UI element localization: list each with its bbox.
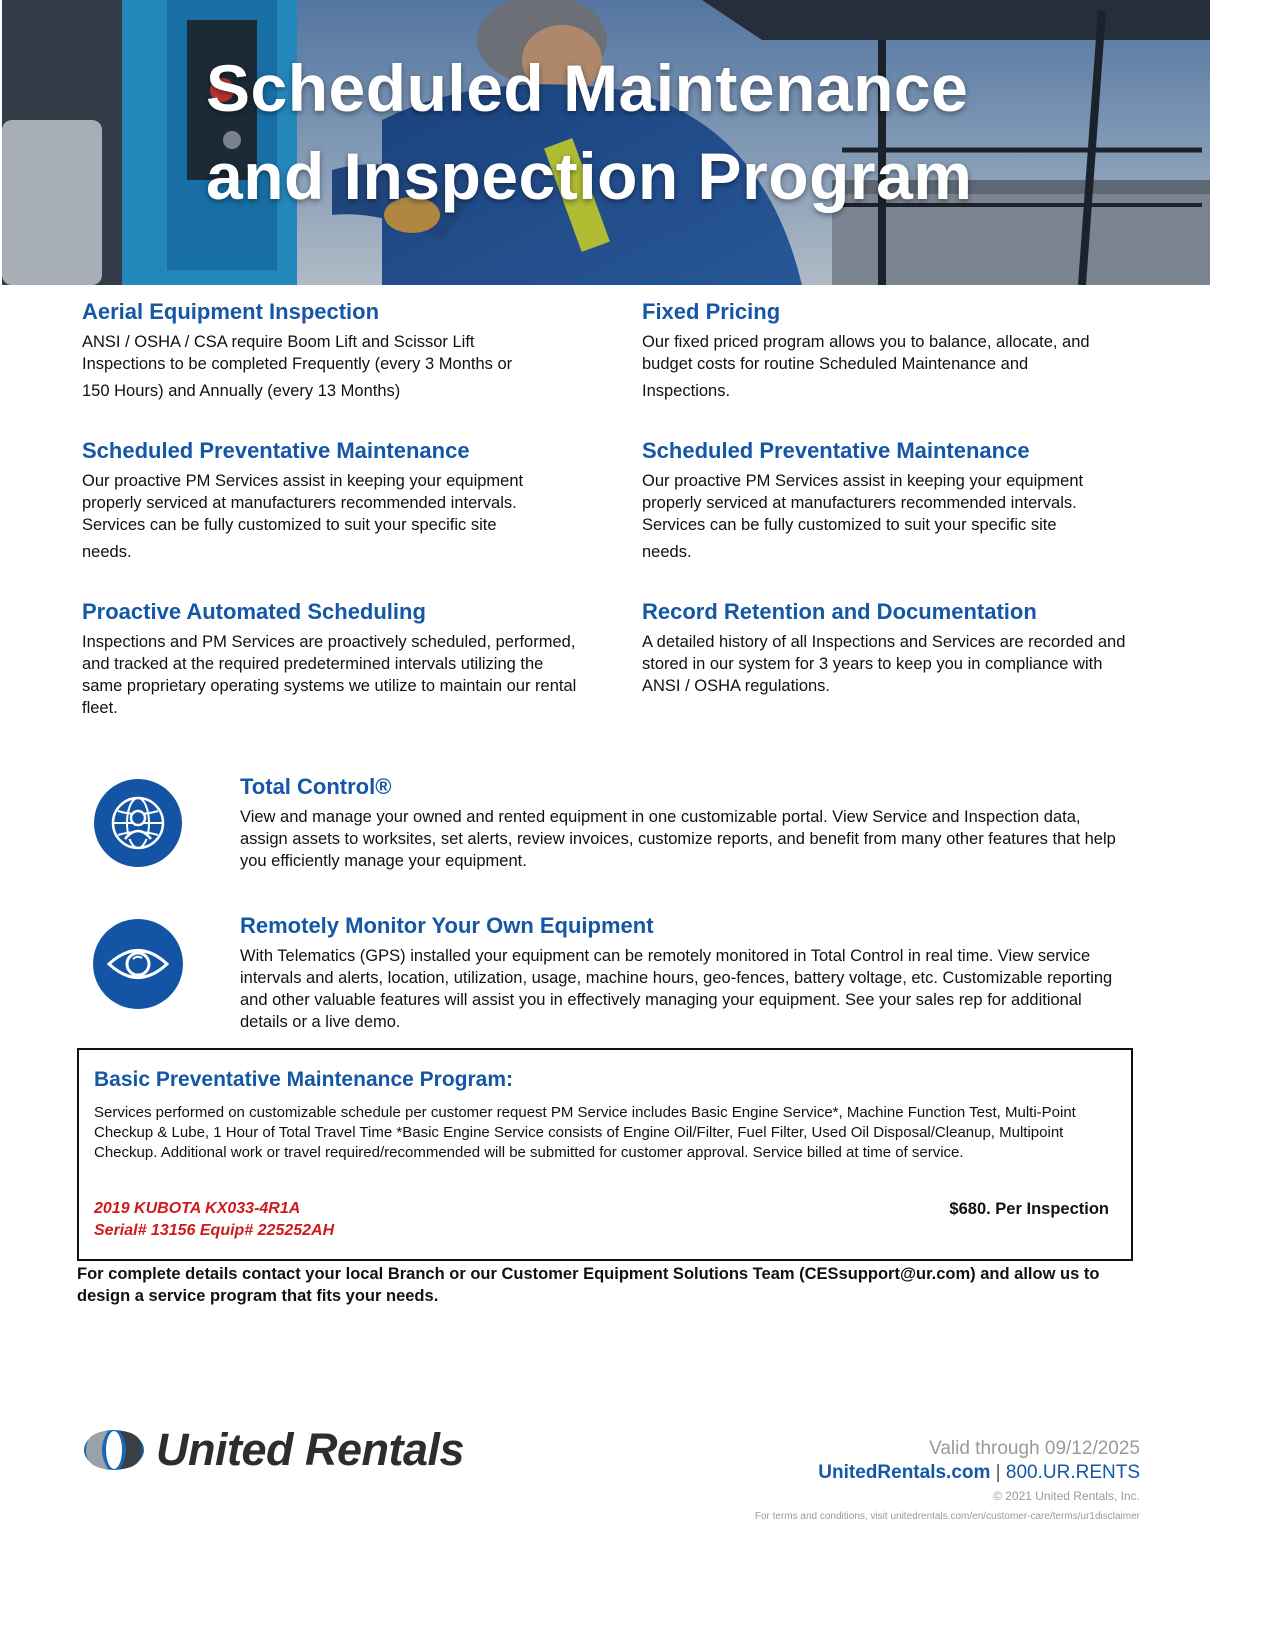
section-heading: Record Retention and Documentation (642, 599, 1037, 624)
section-body: Our fixed priced program allows you to balance, allocate, and budget costs for routine Scheduled Maintenance and Inspections. (642, 333, 1090, 400)
feature-body: With Telematics (GPS) installed your equipment can be remotely monitored in Total Control in real time. View service intervals and alerts, location, utilization, usage, machine hours, geo-fences, battery voltage, etc. Customizable reporting and other valuable features will assist you in effectively managing your equipment. See your sales rep for additional details or a live demo. (240, 947, 1113, 1031)
contact-line (818, 1462, 1140, 1484)
section-heading: Proactive Automated Scheduling (82, 599, 426, 624)
separator: | (995, 1462, 1001, 1483)
section-body: Our proactive PM Services assist in keeping your equipment properly serviced at manufacturers recommended intervals. Services can be fully customized to suit your specific site needs. (642, 472, 1084, 561)
valid-through: Valid through 09/12/2025 (929, 1438, 1140, 1459)
hero-banner (2, 0, 1210, 285)
copyright: © 2021 United Rentals, Inc. (993, 1489, 1140, 1503)
logo-wordmark: United Rentals (156, 1424, 465, 1475)
phone-number[interactable]: 800.UR.RENTS (1005, 1462, 1140, 1483)
feature-heading: Remotely Monitor Your Own Equipment (240, 913, 654, 938)
section-heading: Aerial Equipment Inspection (82, 299, 380, 324)
section-heading: Scheduled Preventative Maintenance (642, 438, 1030, 463)
section-body: A detailed history of all Inspections and Services are recorded and stored in our system for 3 years to keep you in compliance with ANSI / OSHA regulations. (642, 633, 1126, 695)
page-title (206, 44, 972, 220)
price-per-inspection: $680. Per Inspection (949, 1200, 1109, 1218)
program-heading: Basic Preventative Maintenance Program: (94, 1068, 513, 1091)
section-body: Our proactive PM Services assist in keeping your equipment properly serviced at manufacturers recommended intervals. Services can be fully customized to suit your specific site needs. (82, 472, 524, 561)
section-preventative-maintenance-left (82, 438, 582, 563)
equipment-serial: Serial# 13156 Equip# 225252AH (94, 1222, 335, 1239)
section-heading: Fixed Pricing (642, 299, 781, 324)
equipment-model: 2019 KUBOTA KX033-4R1A (94, 1200, 301, 1217)
section-record-retention (642, 599, 1137, 697)
contact-note: For complete details contact your local Branch or our Customer Equipment Solutions Team (CESsupport@ur.com) and allow us to design a service program that fits your needs. (77, 1265, 1100, 1305)
feature-remote-monitor (240, 913, 1120, 1033)
section-heading: Scheduled Preventative Maintenance (82, 438, 470, 463)
eye-icon (93, 919, 183, 1009)
title-line-1: Scheduled Maintenance (206, 51, 969, 125)
section-body: Inspections and PM Services are proactively scheduled, performed, and tracked at the required predetermined intervals utilizing the same proprietary operating systems we utilize to maintain our rental fleet. (82, 633, 577, 717)
feature-total-control (240, 774, 1120, 872)
program-box (77, 1048, 1133, 1261)
feature-body: View and manage your owned and rented equipment in one customizable portal. View Service and Inspection data, assign assets to worksites, set alerts, review invoices, customize reports, and benefit from many other features that help you efficiently manage your equipment. (240, 808, 1116, 870)
section-aerial-inspection (82, 299, 582, 402)
terms-link[interactable]: For terms and conditions, visit unitedrentals.com/en/customer-care/terms/ur1disclaimer (754, 1511, 1140, 1522)
feature-heading: Total Control® (240, 774, 392, 799)
section-fixed-pricing (642, 299, 1142, 402)
logo-mark-icon (82, 1422, 148, 1478)
globe-person-icon (94, 779, 182, 867)
section-preventative-maintenance-right (642, 438, 1142, 563)
title-line-2: and Inspection Program (206, 139, 973, 213)
website-link[interactable]: UnitedRentals.com (818, 1462, 991, 1483)
program-description: Services performed on customizable schedule per customer request PM Service includes Basic Engine Service*, Machine Function Test, Multi-Point Checkup & Lube, 1 Hour of Total Travel Time *Basic Engine Service consists of Engine Oil/Filter, Fuel Filter, Used Oil Disposal/Cleanup, Multipoint Checkup. Additional work or travel required/recommended will be submitted for customer approval. Service billed at time of service. (94, 1104, 1076, 1161)
section-automated-scheduling (82, 599, 577, 719)
equipment-info (94, 1198, 334, 1242)
section-body: ANSI / OSHA / CSA require Boom Lift and Scissor Lift Inspections to be completed Frequently (every 3 Months or 150 Hours) and Annually (every 13 Months) (82, 333, 513, 400)
